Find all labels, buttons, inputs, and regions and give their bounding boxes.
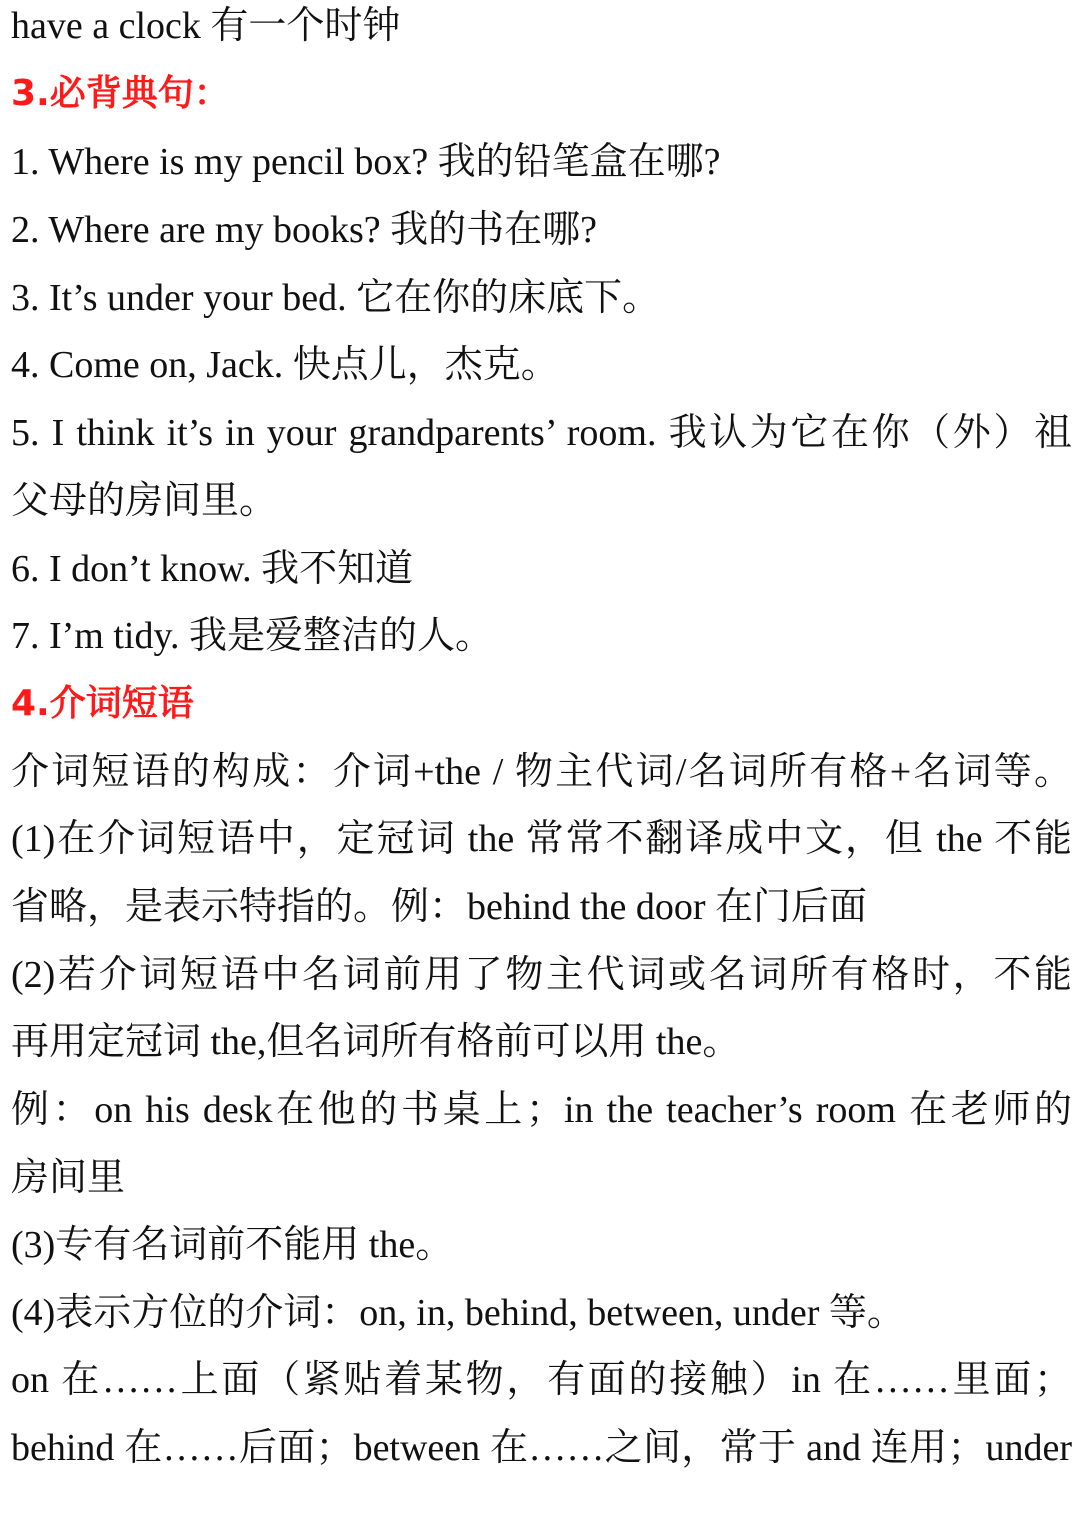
sentence-4: 4. Come on, Jack. 快点儿，杰克。 <box>11 344 559 386</box>
sentence-1: 1. Where is my pencil box? 我的铅笔盒在哪? <box>11 141 721 183</box>
preposition-meanings-line-2: behind 在……后面；between 在……之间，常于 and 连用；under <box>11 1427 1072 1469</box>
example-continued: 房间里 <box>11 1157 126 1199</box>
preposition-meanings-line-1: on 在……上面（紧贴着某物，有面的接触）in 在……里面； <box>11 1359 1072 1401</box>
section-heading-prepositional-phrases: 4.介词短语 <box>11 683 194 724</box>
rule-4-line: (4)表示方位的介词：on, in, behind, between, under 等。 <box>11 1292 905 1334</box>
rule-2-continued: 再用定冠词 the,但名词所有格前可以用 the。 <box>11 1021 741 1063</box>
sentence-3: 3. It’s under your bed. 它在你的床底下。 <box>11 277 661 319</box>
vocab-line-have-a-clock: have a clock 有一个时钟 <box>11 5 401 47</box>
rule-1-line: (1)在介词短语中，定冠词 the 常常不翻译成中文，但 the 不能 <box>11 818 1072 860</box>
sentence-7: 7. I’m tidy. 我是爱整洁的人。 <box>11 615 494 657</box>
rule-1-continued: 省略，是表示特指的。例：behind the door 在门后面 <box>11 886 868 928</box>
rule-2-line: (2)若介词短语中名词前用了物主代词或名词所有格时，不能 <box>11 954 1072 996</box>
example-line: 例：on his desk在他的书桌上；in the teacher’s room 在老师的 <box>11 1089 1072 1131</box>
section-heading-key-sentences: 3.必背典句： <box>11 73 230 114</box>
sentence-6: 6. I don’t know. 我不知道 <box>11 548 414 590</box>
sentence-5-continued: 父母的房间里。 <box>11 480 278 522</box>
phrase-structure-line: 介词短语的构成：介词+the / 物主代词/名词所有格+名词等。 <box>11 751 1072 793</box>
sentence-5: 5. I think it’s in your grandparents’ room. 我认为它在你（外）祖 <box>11 412 1072 454</box>
sentence-2: 2. Where are my books? 我的书在哪? <box>11 209 598 251</box>
rule-3-line: (3)专有名词前不能用 the。 <box>11 1224 454 1266</box>
